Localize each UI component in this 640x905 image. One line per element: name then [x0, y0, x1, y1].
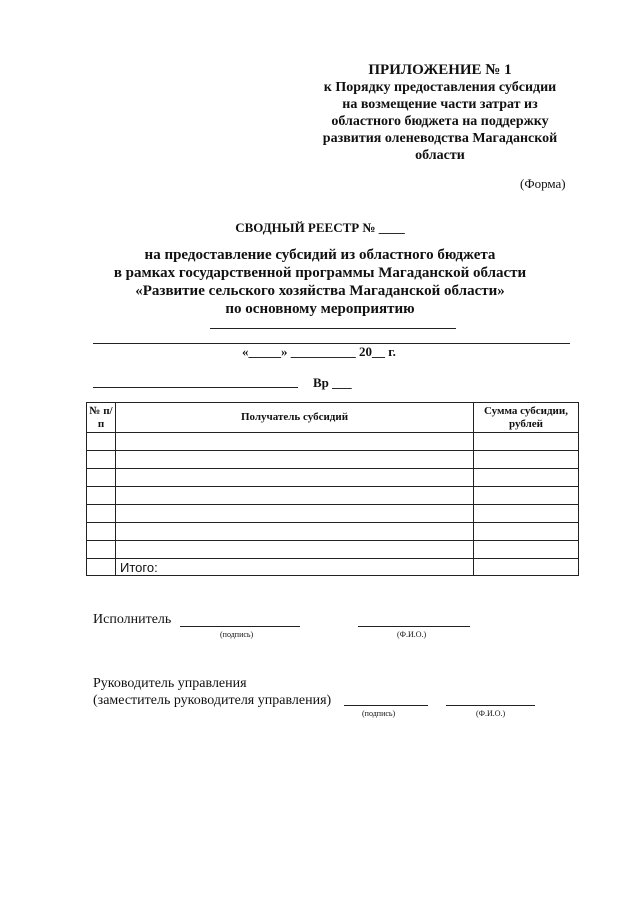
- signature-hint: (подпись): [220, 630, 254, 639]
- table-cell[interactable]: [87, 469, 116, 487]
- table-row: [87, 487, 579, 505]
- table-cell[interactable]: [116, 523, 474, 541]
- vr-blank-line: [93, 387, 298, 388]
- table-cell[interactable]: [87, 523, 116, 541]
- column-header-recipient: Получатель субсидий: [116, 403, 474, 433]
- table-cell[interactable]: [474, 451, 579, 469]
- head-name-hint: (Ф.И.О.): [476, 709, 506, 718]
- column-header-number: № п/п: [87, 403, 116, 433]
- table-cell[interactable]: [116, 505, 474, 523]
- table-cell[interactable]: [87, 433, 116, 451]
- table-row: [87, 541, 579, 559]
- subtitle-line: по основному мероприятию: [225, 301, 415, 317]
- total-amount-cell[interactable]: [474, 559, 579, 576]
- executor-label: Исполнитель: [93, 612, 172, 627]
- table-cell: [87, 559, 116, 576]
- head-signature-line[interactable]: [344, 705, 428, 706]
- subtitle-line: в рамках государственной программы Магаданской области: [113, 265, 527, 281]
- table-cell[interactable]: [474, 523, 579, 541]
- executor-signature-line[interactable]: [180, 626, 300, 627]
- name-hint: (Ф.И.О.): [397, 630, 427, 639]
- appendix-line: на возмещение части затрат из: [342, 97, 538, 112]
- head-label: Руководитель управления: [93, 676, 247, 691]
- total-row: [87, 559, 579, 576]
- form-label: (Форма): [520, 176, 566, 191]
- table-cell[interactable]: [87, 505, 116, 523]
- table-cell[interactable]: [474, 505, 579, 523]
- subtitle-line: на предоставление субсидий из областного бюджета: [144, 247, 496, 263]
- table-cell[interactable]: [116, 469, 474, 487]
- appendix-line: к Порядку предоставления субсидии: [323, 80, 557, 95]
- table-cell[interactable]: [474, 541, 579, 559]
- head-signature-hint: (подпись): [362, 709, 396, 718]
- appendix-block: [300, 62, 580, 164]
- appendix-line: областного бюджета на поддержку: [331, 114, 549, 129]
- table-row: [87, 433, 579, 451]
- table-row: [87, 469, 579, 487]
- table-cell[interactable]: [116, 451, 474, 469]
- executor-name-line[interactable]: [358, 626, 470, 627]
- table-cell[interactable]: [116, 487, 474, 505]
- deputy-label: (заместитель руководителя управления): [93, 693, 332, 708]
- table-row: [87, 451, 579, 469]
- register-table: [86, 402, 579, 576]
- table-cell[interactable]: [87, 451, 116, 469]
- table-cell[interactable]: [87, 487, 116, 505]
- table-cell[interactable]: [87, 541, 116, 559]
- table-row: [87, 505, 579, 523]
- appendix-line: развития оленеводства Магаданской: [322, 131, 558, 146]
- register-subtitle: [80, 246, 560, 318]
- subtitle-line: «Развитие сельского хозяйства Магаданской области»: [135, 283, 505, 299]
- column-header-amount: Сумма субсидии, рублей: [474, 403, 579, 433]
- table-cell[interactable]: [474, 469, 579, 487]
- vr-label: Вр ___: [313, 375, 352, 390]
- table-cell[interactable]: [474, 433, 579, 451]
- appendix-title: ПРИЛОЖЕНИЕ № 1: [368, 62, 512, 78]
- appendix-line: области: [415, 148, 465, 163]
- register-date: «_____» __________ 20__ г.: [242, 344, 396, 359]
- total-label: Итого:: [116, 559, 474, 576]
- table-cell[interactable]: [116, 541, 474, 559]
- head-name-line[interactable]: [446, 705, 535, 706]
- table-cell[interactable]: [474, 487, 579, 505]
- register-title: СВОДНЫЙ РЕЕСТР № ____: [235, 220, 405, 235]
- table-cell[interactable]: [116, 433, 474, 451]
- measure-blank-line: [210, 328, 456, 329]
- table-row: [87, 523, 579, 541]
